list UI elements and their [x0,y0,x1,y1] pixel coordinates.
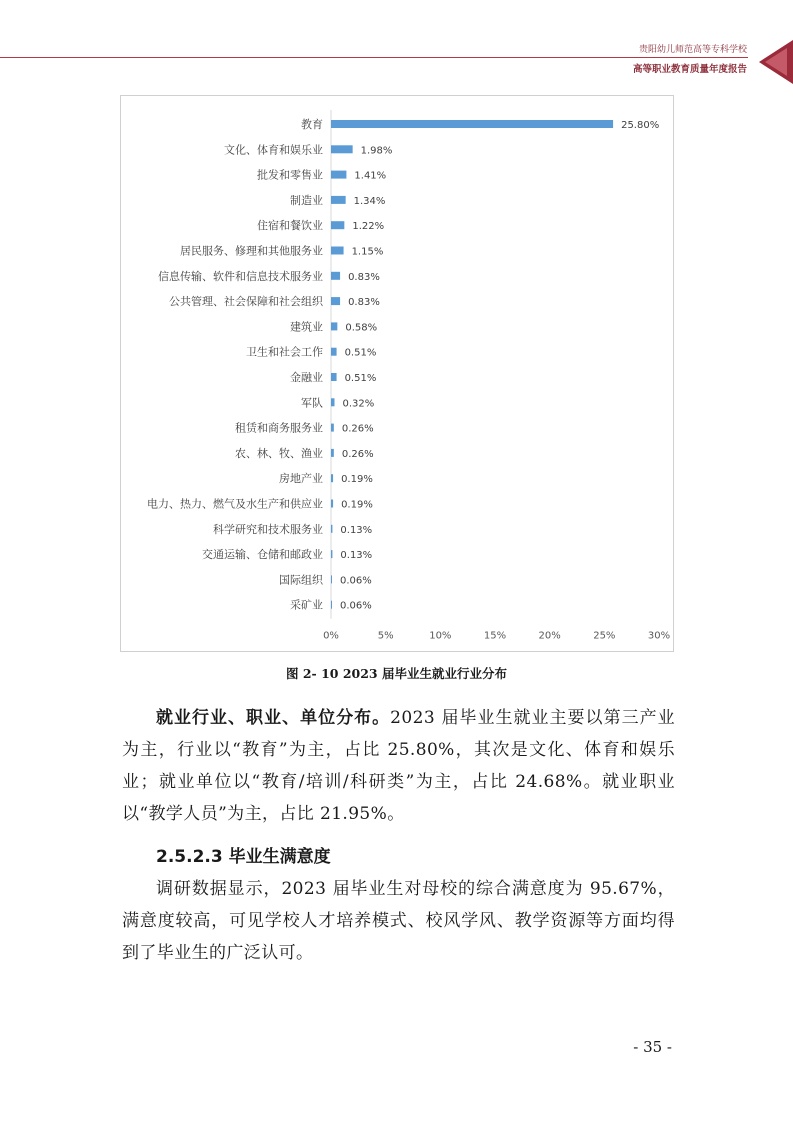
bar [331,221,344,229]
category-label: 卫生和社会工作 [246,345,323,359]
bar [331,601,332,609]
category-label: 科学研究和技术服务业 [213,522,323,536]
data-label: 1.41% [354,170,387,182]
category-label: 金融业 [290,371,323,384]
category-label: 信息传输、软件和信息技术服务业 [158,269,323,283]
data-label: 0.26% [341,448,374,460]
data-label: 0.83% [348,271,380,283]
bar [331,120,613,128]
bar [331,474,333,482]
data-label: 0.83% [348,297,380,309]
bar [331,171,346,179]
header-school-name: 贵阳幼儿师范高等专科学校 [638,45,747,55]
data-label: 0.13% [340,550,373,562]
bar [331,247,344,255]
category-label: 批发和零售业 [257,168,323,182]
header-corner-decoration-inner [765,48,787,76]
data-label: 0.51% [344,373,377,384]
category-label: 电力、热力、燃气及水生产和供应业 [147,497,323,511]
bar [331,449,334,457]
bar [331,196,346,204]
bar [331,500,333,508]
category-label: 制造业 [290,193,323,207]
category-label: 房地产业 [279,472,323,486]
bar [331,348,337,356]
category-label: 国际组织 [279,573,323,587]
figure-caption: 图 2- 10 2023 届毕业生就业行业分布 [286,666,507,681]
bar [331,145,353,153]
category-label: 文化、体育和娱乐业 [224,143,323,157]
page-number: - 35 - [633,1038,672,1056]
paragraph-employment [122,702,675,830]
data-label: 0.13% [340,524,373,536]
x-tick-label: 5% [377,630,394,642]
industry-distribution-chart [120,95,674,652]
category-label: 住宿和餐饮业 [257,219,323,233]
header-report-title: 高等职业教育质量年度报告 [632,64,747,75]
data-label: 0.26% [341,423,374,435]
x-tick-label: 0% [323,630,339,642]
bar [331,297,340,305]
data-label: 0.32% [342,398,375,410]
category-label: 农、林、牧、渔业 [235,446,323,460]
category-label: 建筑业 [290,320,323,334]
data-label: 1.34% [353,195,386,207]
data-label: 0.58% [345,322,378,334]
bar [331,550,332,558]
chart-canvas [121,96,673,651]
paragraph-lead: 就业行业、职业、单位分布。 [156,708,391,728]
header-rule [0,57,748,58]
data-label: 0.06% [340,600,372,612]
bar [331,272,340,280]
data-label: 0.19% [341,474,373,486]
bar [331,424,334,432]
data-label: 0.06% [340,575,372,587]
data-label: 1.98% [360,145,393,157]
x-tick-label: 25% [593,630,616,642]
data-label: 1.15% [351,246,384,258]
bar [331,575,332,583]
x-tick-label: 30% [647,630,671,642]
category-label: 公共管理、社会保障和社会组织 [169,295,323,309]
data-label: 0.19% [341,499,373,511]
x-tick-label: 15% [483,630,507,642]
x-tick-label: 20% [538,630,561,642]
bar [331,525,332,533]
x-tick-label: 10% [429,630,452,642]
category-label: 交通运输、仓储和邮政业 [202,548,323,562]
category-label: 租赁和商务服务业 [235,421,323,435]
category-label: 居民服务、修理和其他服务业 [180,244,323,258]
section-heading: 2.5.2.3 毕业生满意度 [156,847,331,867]
category-label: 采矿业 [290,598,323,612]
bar [331,373,337,381]
data-label: 1.22% [352,221,385,233]
bar [331,398,334,406]
data-label: 0.51% [344,347,377,359]
data-label: 25.80% [621,120,660,131]
category-label: 军队 [301,396,323,410]
paragraph-body: 2023 届毕业生就业主要以第三产业为主，行业以“教育”为主，占比 25.80%，其次是文化、体育和娱乐业；就业单位以“教育/培训/科研类”为主，占比 24.68%。就业职业以“教学人员”为主，占比 21.95%。 [122,708,675,824]
category-label: 教育 [301,118,323,131]
paragraph-satisfaction: 调研数据显示，2023 届毕业生对母校的综合满意度为 95.67%，满意度较高，可见学校人才培养模式、校风学风、教学资源等方面均得到了毕业生的广泛认可。 [122,879,675,963]
bar [331,322,337,330]
